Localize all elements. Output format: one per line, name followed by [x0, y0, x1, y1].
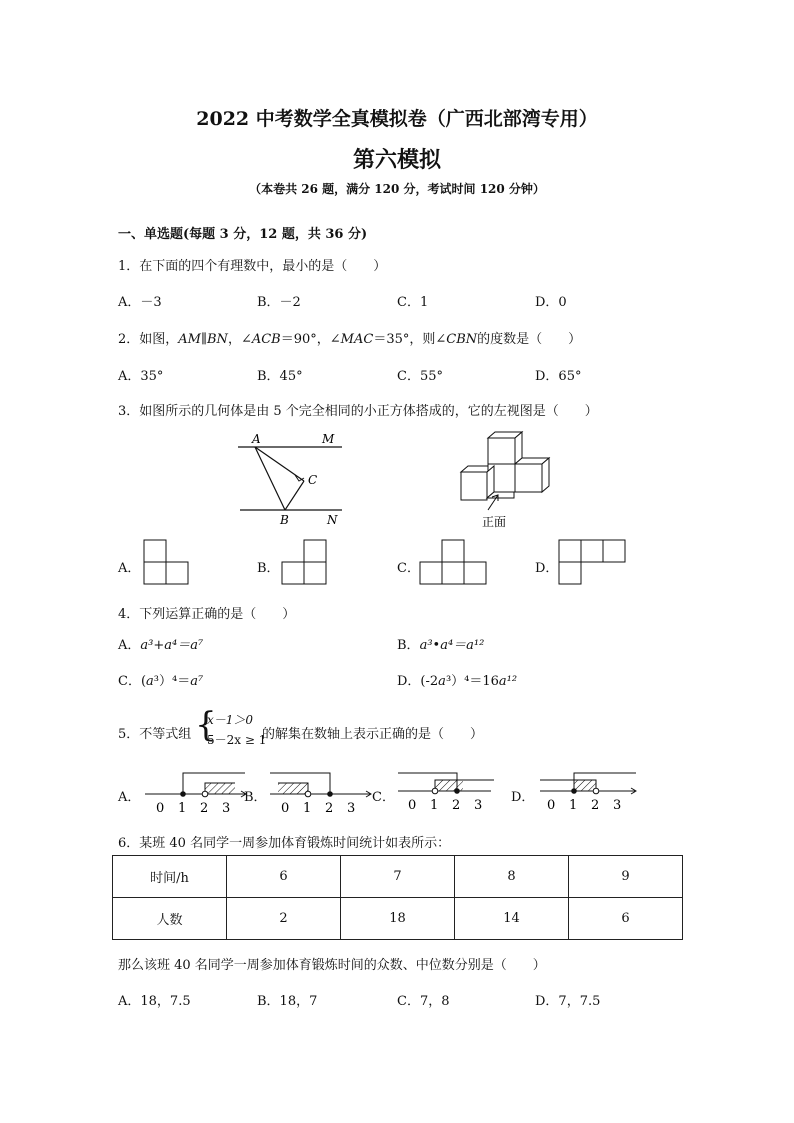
q5-option-c: C． [372, 790, 395, 805]
svg-text:1: 1 [303, 801, 312, 816]
q1-stem: 1．在下面的四个有理数中，最小的是（ ） [118, 259, 387, 274]
q6-option-b: B．18，7 [257, 994, 318, 1009]
table-cell: 6 [227, 856, 341, 898]
numberline-c [394, 765, 509, 815]
q4-option-b: B．a³•a⁴＝a¹² [397, 638, 485, 653]
exam-note: （本卷共 26 题，满分 120 分，考试时间 120 分钟） [249, 182, 545, 196]
svg-text:3: 3 [613, 798, 622, 813]
label-a: A [252, 432, 261, 446]
q3-stem: 3．如图所示的几何体是由 5 个完全相同的小正方体搭成的，它的左视图是（ ） [118, 404, 598, 419]
q3-option-b: B． [257, 561, 280, 576]
q4-option-c: C．(a³）⁴＝a⁷ [118, 674, 204, 689]
svg-text:0: 0 [547, 798, 556, 813]
q2-option-c: C．55° [397, 369, 443, 384]
view-c [420, 540, 488, 586]
label-n: N [327, 513, 338, 527]
q2-option-d: D．65° [535, 369, 582, 384]
view-b [282, 540, 328, 586]
svg-text:1: 1 [430, 798, 439, 813]
q6-option-c: C．7，8 [397, 994, 450, 1009]
segment-ab [255, 447, 285, 510]
numberline-d [536, 765, 646, 815]
numberline-b [262, 765, 377, 815]
q5-stem-suffix: 的解集在数轴上表示正确的是（ ） [262, 727, 484, 742]
q3-option-d: D． [535, 561, 559, 576]
q3-option-c: C． [397, 561, 420, 576]
section-heading: 一、单选题(每题 3 分，12 题，共 36 分) [118, 227, 368, 242]
table-cell: 9 [569, 856, 683, 898]
q1-option-a: A．－3 [118, 295, 162, 310]
table-cell: 7 [341, 856, 455, 898]
table-row [113, 898, 683, 940]
q6-stem: 6．某班 40 名同学一周参加体育锻炼时间统计如表所示： [118, 836, 451, 851]
svg-text:0: 0 [156, 801, 165, 816]
svg-text:3: 3 [222, 801, 231, 816]
segment-bc [285, 481, 304, 510]
svg-text:2: 2 [325, 801, 334, 816]
table-cell: 14 [455, 898, 569, 940]
q4-stem: 4．下列运算正确的是（ ） [118, 607, 296, 622]
q2-option-b: B．45° [257, 369, 303, 384]
label-b: B [280, 513, 289, 527]
view-a [144, 540, 190, 586]
svg-text:2: 2 [200, 801, 209, 816]
q5-stem-prefix: 5．不等式组 [118, 727, 192, 742]
q4-option-a: A．a³+a⁴＝a⁷ [118, 638, 204, 653]
q3-option-a: A． [118, 561, 141, 576]
inequality-line-2: 5－2x ≥ 1 [207, 733, 267, 747]
q6-option-d: D．7，7.5 [535, 994, 601, 1009]
q2-option-a: A．35° [118, 369, 164, 384]
q6-question: 那么该班 40 名同学一周参加体育锻炼时间的众数、中位数分别是（ ） [118, 958, 546, 973]
table-cell: 时间/h [113, 856, 227, 898]
svg-text:2: 2 [452, 798, 461, 813]
page-title: 2022 中考数学全真模拟卷（广西北部湾专用） [196, 108, 598, 130]
q1-option-b: B．－2 [257, 295, 301, 310]
q6-option-a: A．18，7.5 [118, 994, 191, 1009]
svg-text:0: 0 [408, 798, 417, 813]
q4-option-d: D．(-2a³）⁴＝16a¹² [397, 674, 518, 689]
label-c: C [308, 473, 318, 487]
svg-text:1: 1 [178, 801, 187, 816]
table-cell: 18 [341, 898, 455, 940]
cube-figure [450, 430, 560, 535]
table-cell: 人数 [113, 898, 227, 940]
q5-option-b: B． [244, 790, 267, 805]
inequality-line-1: x－1＞0 [207, 713, 254, 727]
svg-text:2: 2 [591, 798, 600, 813]
q1-option-c: C．1 [397, 295, 429, 310]
svg-text:3: 3 [347, 801, 356, 816]
geometry-figure [230, 430, 360, 530]
numberline-a [137, 765, 252, 815]
svg-text:1: 1 [569, 798, 578, 813]
q5-option-d: D． [511, 790, 535, 805]
q1-option-d: D．0 [535, 295, 567, 310]
segment-ac [255, 447, 304, 481]
label-m: M [322, 432, 335, 446]
svg-text:0: 0 [281, 801, 290, 816]
exercise-table [112, 855, 683, 940]
view-d [559, 540, 627, 586]
table-row [113, 856, 683, 898]
page-subtitle: 第六模拟 [352, 147, 441, 173]
q5-option-a: A． [118, 790, 141, 805]
table-cell: 2 [227, 898, 341, 940]
svg-text:3: 3 [474, 798, 483, 813]
front-label: 正面 [482, 515, 507, 529]
brace-symbol: { [195, 705, 217, 745]
table-cell: 8 [455, 856, 569, 898]
q2-stem: 2．如图，AM∥BN，∠ACB＝90°，∠MAC＝35°，则∠CBN的度数是（ ） [118, 332, 582, 347]
table-cell: 6 [569, 898, 683, 940]
